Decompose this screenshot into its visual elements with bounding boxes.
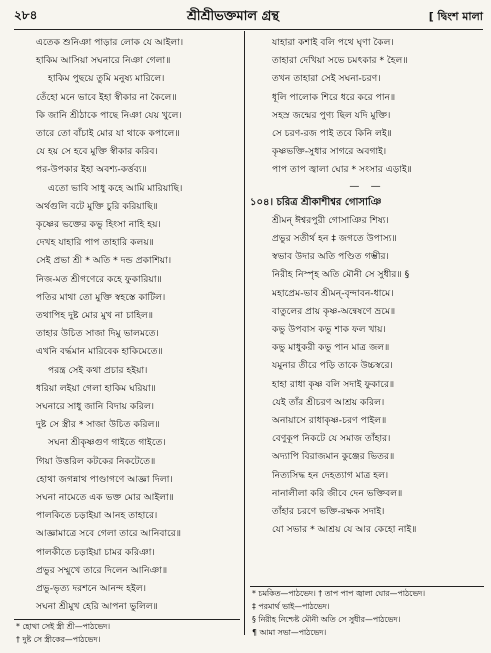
footnote: * চমকিত—পাঠভেদ। † তাপ পাপ জ্বালা ঘোর—পাঠভেদ। [252,589,426,598]
verse-line: দুষ্ট সে স্ত্রীর * সাজা উচিত করিল॥ [36,419,160,431]
verse-line: তথাপিহ দুষ্ট মোর মুখ না চাহিল॥ [36,310,154,322]
footnote: † দুষ্ট সে স্ত্রীকের—পাঠভেদ। [16,635,101,644]
verse-line: নানালীলা করি জীবে দেন ভক্তিবল॥ [272,487,403,499]
verse-line: প্রভুর সতীর্থ হন ‡ জগতে উপাস্য॥ [272,233,397,245]
footnote: ¶ আমা সভা—পাঠভেদ। [252,628,327,637]
verse-line: সহস্র জন্মের পুণ্য ছিল যদি মুক্তি। [272,109,391,121]
verse-line: তাহার উচিত সাজা দিমু ভালমতে। [36,328,159,340]
verse-line: অনায়াসে রাধাকৃষ্ণ-চরণ পাইল॥ [272,415,387,427]
chapter-title: ১০৪। চরিত্র শ্রীকাশীশ্বর গোসাঞি [250,196,382,208]
footnotes-right [252,587,484,639]
verse-line: তাঁহার চরণে ভক্তি-রক্ষক সদাই। [272,506,385,518]
verse-line: কৃষ্ণের ভক্তের কভু হিংসা নাহি হয়। [36,219,161,231]
verse-line: যেই তাঁর শ্রীচরণ আশ্রয় করিল। [272,396,385,408]
page-number: ২৮৪ [14,8,38,22]
verse-line: এতেক শুনিঞা পাড়ার লোক যে আইলা। [36,37,184,48]
verse-line: তারে তো বাঁচাই মোর যা থাকে কপালে॥ [36,128,180,140]
verse-line: পাপ তাপ জ্বালা ঘোর * সংসার এড়াই॥ [272,164,412,176]
verse-line: সঘনা শ্রীমুখ হেরি আপনা ভুলিল॥ [36,601,158,613]
right-column [250,34,484,539]
verse-line: সঘনা শ্রীকৃষ্ণগুণ গাইতে গাইতে। [48,437,166,449]
verse-line: হাকিম পুছয়ে তুমি মনুষ্য মারিলে। [48,73,165,85]
verse-line: নিজ-মত শ্রীগণেরে কহে ফুকারিয়া॥ [36,273,162,285]
verse-line: পালকিতে চড়াইয়া আনহ তাহারে। [36,510,158,522]
verse-line: কভু উপবাস কভু শাক ফল খায়। [272,324,386,336]
verse-line: সে চরণ-রজ পাই তবে কিনি লই॥ [272,128,392,140]
verse-line: পালকীতে চড়াইয়া চামর করিঞা। [36,546,155,558]
footnote: * হোথা সেই স্ত্রী শ্রী—পাঠভেদ। [16,622,111,631]
verse-line: নিরীহ নিস্পৃহ অতি মৌনী সে সুধীর॥ § [272,269,410,281]
verse-line: ধরিয়া লইয়া গেলা হাকিম ঘরিয়া॥ [36,382,156,394]
verse-line: বাতুলের প্রায় কৃষ্ণ-অন্বেষণে ভ্রমে॥ [272,305,396,317]
verse-line: যে হয় সে হবে মুক্তি স্বীকার করিব। [36,146,158,158]
verse-line: বেণুকূপ নিকটে যে সমাজ তাঁহার। [272,433,391,445]
verse-line: সেই প্রভা শ্রী * অতি * দন্ড প্রকাশিয়া। [36,255,172,267]
section-label: [ দ্বিংশ মালা [428,9,483,23]
footnote: ‡ পরমার্থ ভাই—পাঠভেদ। [252,602,330,611]
column-divider [244,31,245,635]
footnotes-left [16,620,240,646]
verse-line: মহাপ্রেম-ভাব শ্রীমন্-বৃন্দাবন-ধামে। [272,287,394,299]
verse-line: নিত্যসিদ্ধ হন দেহত্যাগ মাত্র হল। [272,469,389,481]
verse-line: অদ্যাপি বিরাজমান কুঞ্জের ভিতর॥ [272,451,395,463]
verse-line: আজ্ঞামাত্রে সবে গেলা তারে আনিবারে॥ [36,528,182,540]
verse-line: পরন্ত্র সেই কথা প্রচার হইয়া। [48,364,148,376]
verse-line: হাহা রাধা কৃষ্ণ বলি সদাই ফুকারে॥ [272,378,395,390]
verse-line: কৃষ্ণভক্তি-সুধার সাগরে অবগাই। [272,146,387,158]
header-rule [14,29,483,30]
verse-line: কভু মাধুকরী কভু পান মাত্র জল॥ [272,342,390,354]
verse-line: দেখহ যাহারি পাপ তাহারি কলয়॥ [36,237,154,249]
footnote: § নিরীহ নিশ্চেষ্ট মৌনী অতি সে সুধীর—পাঠভেদ। [252,615,401,624]
verse-line: শ্রীমন্ ঈশ্বরপুরী গোসাঞির শিষ্য। [272,214,389,226]
page-header [14,6,483,28]
verse-line: ধূলি পালোক শিরে ধরে করে পান॥ [272,91,396,103]
verse-line: গিয়া উত্তরিল কটকের নিকটেতে॥ [36,455,156,467]
verse-line: যমুনার তীরে পড়ি তাকে উচ্চস্বরে। [272,360,393,372]
verse-line: তাহারা দেখিয়া সভে চমৎকার * হৈল॥ [272,55,408,67]
verse-line: অর্থগুলি বটে মুক্তি চুরি করিয়াছি॥ [36,200,158,212]
verse-line: পর-উপকার ইহা অবশ্য-কর্ত্তব্য॥ [36,164,147,176]
verse-line: এতো ভাবি সাধু কহে আমি মারিয়াছি। [48,182,183,194]
verse-line: স্বভাব উদার অতি পণ্ডিত গম্ভীর। [272,251,389,263]
book-title: শ্রীশ্রীভক্তমাল গ্রন্থ [187,8,280,24]
section-separator: — — [349,180,385,192]
verse-line: এখনি বর্দ্ধমান মারিবেক হাকিমেতে॥ [36,346,163,358]
verse-line: তেঁহো মনে ভাবে ইহা স্বীকার না কৈলে॥ [36,91,177,103]
verse-line: তখন তাহারা সেই সঘনা-চরণ। [272,73,381,85]
verse-line: হাকিম আসিয়া সঘনারে নিঞা গেলা॥ [36,55,171,67]
verse-line: পতির মাথা তো মুক্তি স্বহস্তে কাটিল। [36,291,166,303]
verse-line: হোথা জগন্নাথ পাণ্ডাগণে আজ্ঞা দিলা। [36,473,173,485]
left-column [14,34,240,617]
verse-line: সঘনারে সাধু জানি বিদায় করিল। [36,401,155,413]
verse-line: কি জানি শ্রীঠাকে পাছে নিঞা যেয় খুলে। [36,109,182,121]
verse-line: প্রভু-ভৃত্য দরশনে আনন্দ হইল। [36,583,146,595]
verse-line: সঘনা নামেতে এক ভক্ত মোর আইলা॥ [36,492,174,504]
verse-line: প্রভুর সম্মুখে তারে দিলেন আনিঞা॥ [36,564,168,576]
verse-line: যো সভার * আশ্রয় যে আর কেহো নাই॥ [272,524,417,536]
verse-line: যাহারা কশাই বলি পথে ঘৃণা কৈল। [272,37,394,48]
